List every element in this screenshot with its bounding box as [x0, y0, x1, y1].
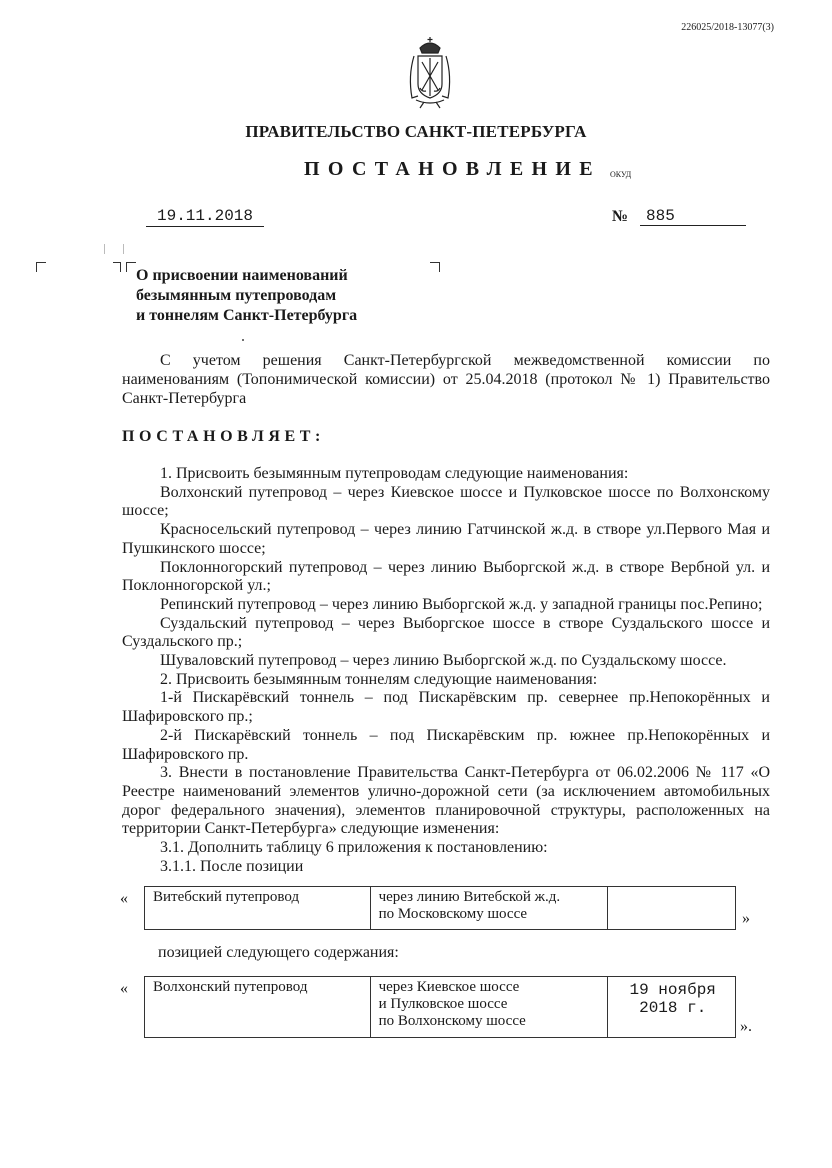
list-item: 3. Внести в постановление Правительства Санкт-Петербурга от 06.02.2006 № 117 «О Реестре наименований элементов улично-дорожной сети (за исключением автомобильных дорог федерального значения), элементов планировочной структуры, расположенных на территории Санкт-Петербурга» следующие изменения: — [122, 764, 770, 838]
resolution-items — [122, 465, 770, 876]
list-item: Репинский путепровод – через линию Выборгской ж.д. у западной границы пос.Репино; — [160, 595, 763, 613]
document-type-title: ПОСТАНОВЛЕНИЕ — [304, 158, 601, 180]
list-item: 2-й Пискарёвский тоннель – под Пискарёвским пр. южнее пр.Непокорённых и Шафировского пр. — [122, 726, 770, 763]
registry-table-new — [144, 976, 736, 1038]
document-subject — [136, 266, 357, 326]
table-row — [145, 977, 736, 1038]
list-item: Поклонногорский путепровод – через линию Выборгской ж.д. в створе Вербной ул. и Поклонногорской ул.; — [122, 558, 770, 595]
list-item: Суздальский путепровод – через Выборгское шоссе в створе Суздальского шоссе и Суздальского пр.; — [122, 614, 770, 651]
registry-table-existing — [144, 886, 736, 930]
location-line: по Московскому шоссе — [378, 906, 528, 922]
coat-of-arms-icon — [404, 36, 456, 110]
table-cell-name: Витебский путепровод — [145, 887, 371, 930]
open-quote: « — [120, 980, 128, 997]
subject-line: безымянным путепроводам — [136, 287, 337, 304]
list-item: Волхонский путепровод – через Киевское шоссе и Пулковское шоссе по Волхонскому шоссе; — [122, 483, 770, 520]
close-quote: ». — [740, 1018, 752, 1035]
list-item: 2. Присвоить безымянным тоннелям следующие наименования: — [160, 670, 598, 688]
scan-speck — [242, 339, 244, 341]
list-item: 3.1.1. После позиции — [160, 857, 304, 875]
number-sign: № — [612, 208, 629, 225]
subject-line: и тоннелям Санкт-Петербурга — [136, 307, 358, 324]
location-line: по Волхонскому шоссе — [378, 1013, 526, 1029]
okud-label: ОКУД — [610, 170, 632, 179]
table-cell-name: Волхонский путепровод — [145, 977, 371, 1038]
list-item: 3.1. Дополнить таблицу 6 приложения к постановлению: — [160, 839, 548, 857]
open-quote: « — [120, 890, 128, 907]
list-item: Красносельский путепровод – через линию Гатчинской ж.д. в створе ул.Первого Мая и Пушкинского шоссе; — [122, 521, 770, 557]
preamble — [122, 351, 770, 408]
corner-mark — [36, 262, 46, 272]
table-row — [145, 887, 736, 930]
table-cell-date — [608, 887, 736, 930]
date-line: 2018 г. — [639, 999, 707, 1017]
location-line: через Киевское шоссе — [378, 979, 520, 995]
document-registration-number: 226025/2018-13077(3) — [681, 22, 774, 33]
document-date: 19.11.2018 — [146, 207, 264, 227]
table-cell-location — [370, 977, 608, 1038]
corner-mark — [430, 262, 440, 272]
subject-line: О присвоении наименований — [136, 267, 348, 284]
list-item: 1. Присвоить безымянным путепроводам следующие наименования: — [160, 465, 629, 482]
corner-mark — [126, 262, 136, 272]
location-line: через линию Витебской ж.д. — [378, 889, 561, 905]
date-line: 19 ноября — [629, 981, 716, 999]
corner-mark — [113, 262, 121, 272]
scan-mark — [104, 244, 105, 254]
position-text: позицией следующего содержания: — [158, 944, 399, 961]
list-item: Шуваловский путепровод – через линию Выборгской ж.д. по Суздальскому шоссе. — [160, 652, 727, 670]
list-item: 1-й Пискарёвский тоннель – под Пискарёвским пр. севернее пр.Непокорённых и Шафировского пр.; — [122, 689, 770, 726]
resolves-heading: ПОСТАНОВЛЯЕТ: — [122, 428, 325, 445]
close-quote: » — [742, 910, 750, 927]
document-number: 885 — [640, 207, 746, 226]
scan-mark — [123, 244, 124, 254]
location-line: и Пулковское шоссе — [378, 996, 508, 1012]
government-title: ПРАВИТЕЛЬСТВО САНКТ-ПЕТЕРБУРГА — [245, 122, 587, 141]
table-cell-location — [370, 887, 608, 930]
table-cell-date — [608, 977, 736, 1038]
preamble-text: С учетом решения Санкт-Петербургской межведомственной комиссии по наименованиям (Топонимической комиссии) от 25.04.2018 (протокол № 1) Правительство Санкт-Петербурга — [122, 352, 770, 407]
